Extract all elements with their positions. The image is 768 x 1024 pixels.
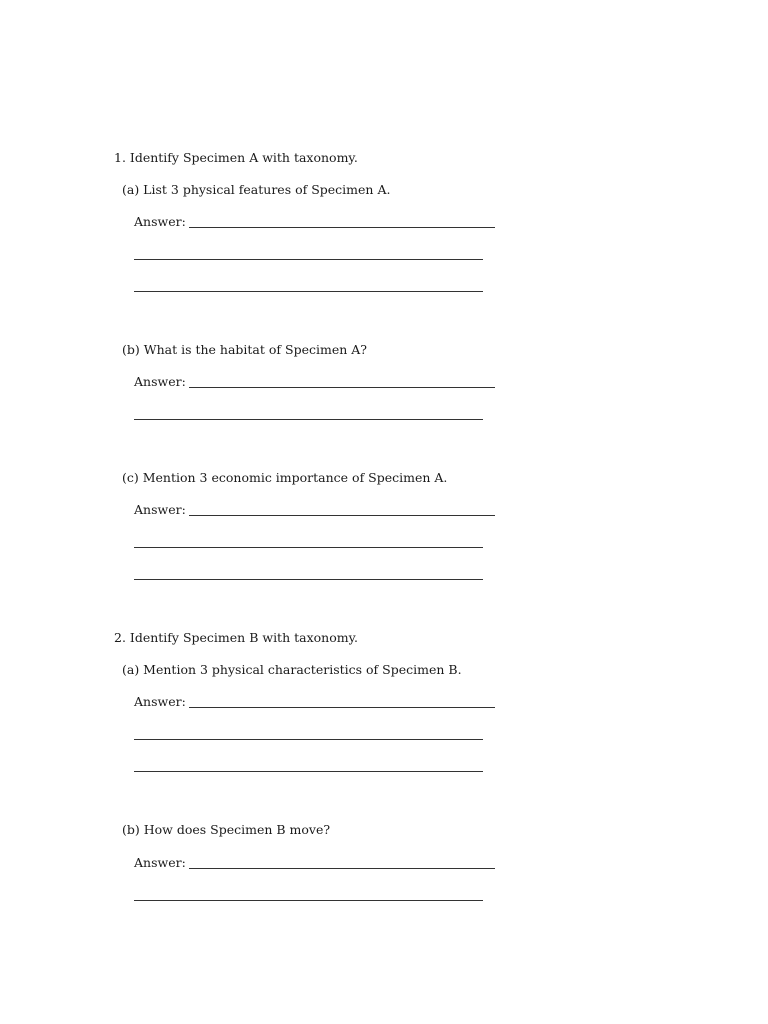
question-1a-prompt: (a) List 3 physical features of Specimen A. [122, 182, 391, 197]
answer-rule[interactable] [189, 868, 495, 869]
question-2a-blank-line-3[interactable] [134, 771, 483, 772]
question-2a-prompt: (a) Mention 3 physical characteristics of Specimen B. [122, 662, 462, 677]
answer-rule[interactable] [189, 227, 495, 228]
question-1a-blank-line-3[interactable] [134, 291, 483, 292]
answer-label: Answer: [134, 214, 186, 229]
answer-rule[interactable] [189, 515, 495, 516]
answer-label: Answer: [134, 855, 186, 870]
question-1-title: 1. Identify Specimen A with taxonomy. [114, 150, 358, 165]
question-1c-blank-line-2[interactable] [134, 547, 483, 548]
question-1c-blank-line-3[interactable] [134, 579, 483, 580]
question-1b-prompt: (b) What is the habitat of Specimen A? [122, 342, 367, 357]
question-1a-blank-line-2[interactable] [134, 259, 483, 260]
question-2b-answer-line[interactable] [134, 855, 495, 871]
question-1c-prompt: (c) Mention 3 economic importance of Specimen A. [122, 470, 448, 485]
question-1c-answer-line[interactable] [134, 502, 495, 518]
question-2b-prompt: (b) How does Specimen B move? [122, 822, 331, 837]
question-1b-blank-line-2[interactable] [134, 419, 483, 420]
question-2b-blank-line-2[interactable] [134, 900, 483, 901]
answer-label: Answer: [134, 374, 186, 389]
question-2a-blank-line-2[interactable] [134, 739, 483, 740]
question-1b-answer-line[interactable] [134, 374, 495, 390]
question-2-title: 2. Identify Specimen B with taxonomy. [114, 630, 358, 645]
answer-rule[interactable] [189, 387, 495, 388]
answer-label: Answer: [134, 694, 186, 709]
answer-label: Answer: [134, 502, 186, 517]
question-1a-answer-line[interactable] [134, 214, 495, 230]
answer-rule[interactable] [189, 707, 495, 708]
question-2a-answer-line[interactable] [134, 694, 495, 710]
